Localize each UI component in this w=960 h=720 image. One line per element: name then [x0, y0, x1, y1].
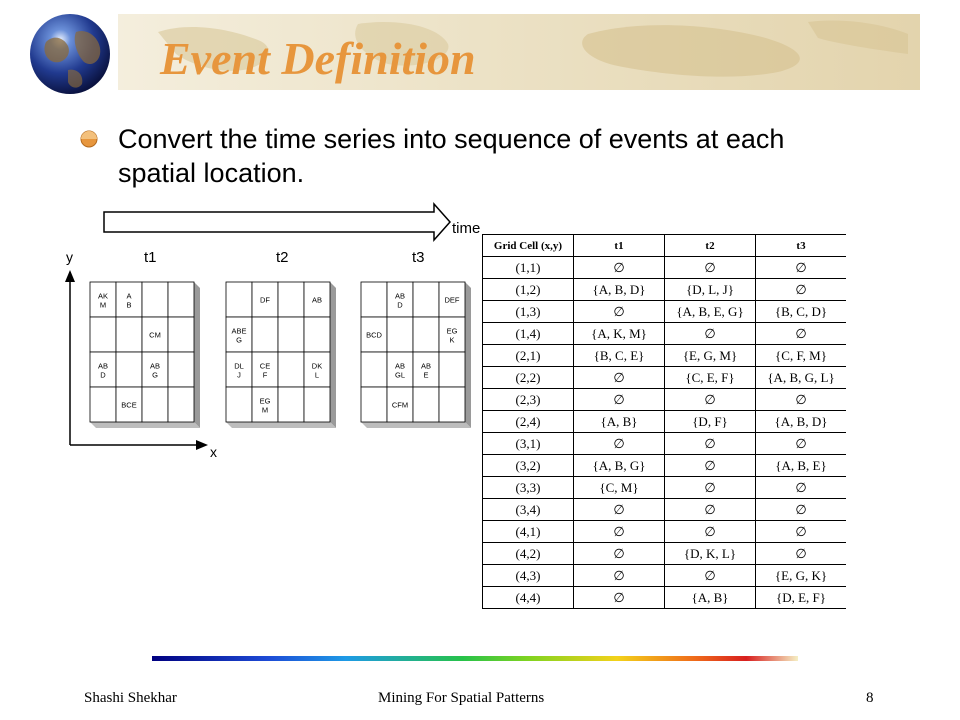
- grid-cell-events: AB: [97, 361, 109, 371]
- grid-cell: [168, 387, 194, 422]
- table-row: [483, 279, 847, 301]
- table-row: [483, 565, 847, 587]
- grid-cell: [116, 352, 142, 387]
- event-set-cell: ∅: [756, 543, 847, 565]
- event-set-cell: {C, E, F}: [665, 367, 756, 389]
- x-axis-label: x: [210, 444, 217, 460]
- grid-cell: [168, 282, 194, 317]
- grid-cell: [361, 352, 387, 387]
- grid-cell-events: M: [99, 300, 107, 310]
- y-axis-arrowhead: [65, 270, 75, 282]
- grid-cell-events: AB: [394, 291, 406, 301]
- event-set-cell: {A, B, D}: [756, 411, 847, 433]
- header-t3: t3: [756, 235, 847, 257]
- table-row: [483, 477, 847, 499]
- grid-cell-events: DF: [260, 295, 270, 305]
- grid-panel-t3: [361, 282, 471, 428]
- event-set-cell: {B, C, D}: [756, 301, 847, 323]
- event-set-cell: ∅: [756, 389, 847, 411]
- footer-page: 8: [866, 690, 874, 706]
- panel-label-t2: t2: [276, 249, 289, 266]
- event-set-cell: ∅: [574, 521, 665, 543]
- grid-cell-coord: (3,2): [483, 455, 574, 477]
- grid-cell-events: CM: [149, 330, 161, 340]
- grid-cell-coord: (4,2): [483, 543, 574, 565]
- table-row: [483, 433, 847, 455]
- grid-cell: [304, 317, 330, 352]
- grid-cell: [226, 282, 252, 317]
- events-table: [482, 234, 846, 609]
- event-set-cell: ∅: [665, 455, 756, 477]
- event-set-cell: {E, G, M}: [665, 345, 756, 367]
- grid-cell-events: CFM: [391, 400, 409, 410]
- grid-cell-events: DK: [311, 361, 323, 371]
- grid-cell-coord: (2,3): [483, 389, 574, 411]
- event-set-cell: ∅: [574, 301, 665, 323]
- grid-cell-events: G: [152, 370, 158, 380]
- grid-cell: [90, 387, 116, 422]
- table-row: [483, 587, 847, 609]
- grid-cell-events: BCE: [121, 400, 137, 410]
- table-row: [483, 367, 847, 389]
- grid-cell: [142, 282, 168, 317]
- grid-cell-coord: (4,3): [483, 565, 574, 587]
- bullet-text: Convert the time series into sequence of events at each spatial location.: [118, 124, 785, 188]
- grid-cell-events: EG: [446, 326, 458, 336]
- grid-cell-events: CE: [259, 361, 271, 371]
- grid-cell-events: M: [261, 405, 269, 415]
- grid-cell: [439, 352, 465, 387]
- event-set-cell: ∅: [665, 323, 756, 345]
- table-row: [483, 323, 847, 345]
- event-set-cell: ∅: [574, 433, 665, 455]
- event-set-cell: {A, K, M}: [574, 323, 665, 345]
- grid-cell: [278, 352, 304, 387]
- table-row: [483, 345, 847, 367]
- panel-bottom-shade: [90, 422, 200, 428]
- grid-cell: [278, 282, 304, 317]
- table-row: [483, 389, 847, 411]
- grid-cell-coord: (3,4): [483, 499, 574, 521]
- event-set-cell: {C, M}: [574, 477, 665, 499]
- grid-cell: [252, 317, 278, 352]
- event-set-cell: {A, B, E}: [756, 455, 847, 477]
- time-label: time: [452, 220, 481, 237]
- event-set-cell: ∅: [574, 565, 665, 587]
- event-set-cell: ∅: [756, 477, 847, 499]
- grid-cell-events: J: [237, 370, 241, 380]
- grid-cell: [226, 387, 252, 422]
- grid-cell-coord: (2,1): [483, 345, 574, 367]
- grid-cell-events: K: [449, 335, 455, 345]
- event-set-cell: {A, B}: [665, 587, 756, 609]
- table-row: [483, 411, 847, 433]
- event-set-cell: ∅: [574, 499, 665, 521]
- header-grid-cell: Grid Cell (x,y): [483, 235, 574, 257]
- grid-cell-coord: (1,4): [483, 323, 574, 345]
- event-set-cell: ∅: [756, 433, 847, 455]
- footer-course: Mining For Spatial Patterns: [378, 690, 545, 706]
- panel-side-shade: [194, 282, 200, 428]
- grid-cell-coord: (2,2): [483, 367, 574, 389]
- grid-cell-events: A: [126, 291, 132, 301]
- grid-cell: [439, 387, 465, 422]
- panel-label-t1: t1: [144, 249, 157, 266]
- grid-cell: [413, 317, 439, 352]
- event-set-cell: ∅: [574, 367, 665, 389]
- footer-author: Shashi Shekhar: [84, 690, 177, 706]
- grid-cell-coord: (3,3): [483, 477, 574, 499]
- event-set-cell: {A, B, G, L}: [756, 367, 847, 389]
- event-set-cell: ∅: [665, 499, 756, 521]
- event-set-cell: {E, G, K}: [756, 565, 847, 587]
- grid-cell: [387, 317, 413, 352]
- grid-cell-events: F: [262, 370, 268, 380]
- time-arrow: [104, 204, 450, 240]
- grid-cell: [304, 387, 330, 422]
- table-row: [483, 301, 847, 323]
- event-set-cell: ∅: [574, 389, 665, 411]
- grid-cell-events: AB: [420, 361, 432, 371]
- grid-cell-events: D: [100, 370, 106, 380]
- grid-cell-events: AK: [97, 291, 109, 301]
- event-set-cell: {D, E, F}: [756, 587, 847, 609]
- event-set-cell: {A, B, E, G}: [665, 301, 756, 323]
- grid-cell-events: AB: [311, 295, 323, 305]
- header-t2: t2: [665, 235, 756, 257]
- event-set-cell: ∅: [665, 433, 756, 455]
- grid-cell: [278, 387, 304, 422]
- table-row: [483, 455, 847, 477]
- event-set-cell: ∅: [665, 565, 756, 587]
- panel-label-t3: t3: [412, 249, 425, 266]
- header-t1: t1: [574, 235, 665, 257]
- grid-cell: [413, 387, 439, 422]
- event-set-cell: ∅: [756, 323, 847, 345]
- event-set-cell: ∅: [756, 257, 847, 279]
- grid-panel-t1: [90, 282, 200, 428]
- grid-cell: [90, 317, 116, 352]
- grid-cell: [142, 387, 168, 422]
- grid-cell-coord: (1,1): [483, 257, 574, 279]
- grid-cell-coord: (1,2): [483, 279, 574, 301]
- grid-cell-coord: (1,3): [483, 301, 574, 323]
- event-set-cell: {A, B}: [574, 411, 665, 433]
- grid-cell: [168, 352, 194, 387]
- event-set-cell: ∅: [574, 257, 665, 279]
- grid-cell-events: AB: [149, 361, 161, 371]
- grid-cell-coord: (4,4): [483, 587, 574, 609]
- panel-side-shade: [330, 282, 336, 428]
- grid-cell-events: BCD: [366, 330, 382, 340]
- grid-cell-events: DEF: [444, 295, 460, 305]
- grid-cell: [361, 282, 387, 317]
- event-set-cell: ∅: [756, 499, 847, 521]
- event-set-cell: ∅: [574, 543, 665, 565]
- table-row: [483, 499, 847, 521]
- grid-cell-coord: (3,1): [483, 433, 574, 455]
- grid-cell-coord: (2,4): [483, 411, 574, 433]
- table-body: [483, 257, 847, 609]
- grid-cell: [116, 317, 142, 352]
- panel-side-shade: [465, 282, 471, 428]
- event-set-cell: ∅: [756, 521, 847, 543]
- grid-cell-events: EG: [259, 396, 271, 406]
- event-set-cell: {C, F, M}: [756, 345, 847, 367]
- table-header-row: [483, 235, 847, 257]
- event-set-cell: ∅: [665, 389, 756, 411]
- y-axis-label: y: [66, 249, 73, 265]
- grid-cell-events: AB: [394, 361, 406, 371]
- grid-cell-events: GL: [394, 370, 406, 380]
- event-set-cell: ∅: [665, 521, 756, 543]
- panels-group: [90, 282, 471, 428]
- grid-cell-events: E: [423, 370, 429, 380]
- event-set-cell: {D, L, J}: [665, 279, 756, 301]
- grid-cell-events: ABE: [231, 326, 247, 336]
- event-set-cell: {D, F}: [665, 411, 756, 433]
- event-set-cell: ∅: [665, 477, 756, 499]
- event-set-cell: {D, K, L}: [665, 543, 756, 565]
- panel-bottom-shade: [226, 422, 336, 428]
- event-set-cell: ∅: [574, 587, 665, 609]
- grid-cell: [278, 317, 304, 352]
- table-row: [483, 257, 847, 279]
- table-row: [483, 521, 847, 543]
- event-set-cell: ∅: [756, 279, 847, 301]
- x-axis-arrowhead: [196, 440, 208, 450]
- grid-cell-events: L: [314, 370, 320, 380]
- grid-cell-events: D: [397, 300, 403, 310]
- event-set-cell: {A, B, G}: [574, 455, 665, 477]
- grid-cell-events: DL: [234, 361, 244, 371]
- grid-cell: [361, 387, 387, 422]
- grid-cell-coord: (4,1): [483, 521, 574, 543]
- grid-cell-events: G: [236, 335, 242, 345]
- footer-divider: [152, 656, 798, 661]
- grid-cell: [413, 282, 439, 317]
- grid-cell: [168, 317, 194, 352]
- grid-panel-t2: [226, 282, 336, 428]
- slide-title: Event Definition: [160, 33, 476, 84]
- event-set-cell: {B, C, E}: [574, 345, 665, 367]
- panel-bottom-shade: [361, 422, 471, 428]
- table-row: [483, 543, 847, 565]
- event-set-cell: ∅: [665, 257, 756, 279]
- event-set-cell: {A, B, D}: [574, 279, 665, 301]
- grid-cell-events: B: [126, 300, 132, 310]
